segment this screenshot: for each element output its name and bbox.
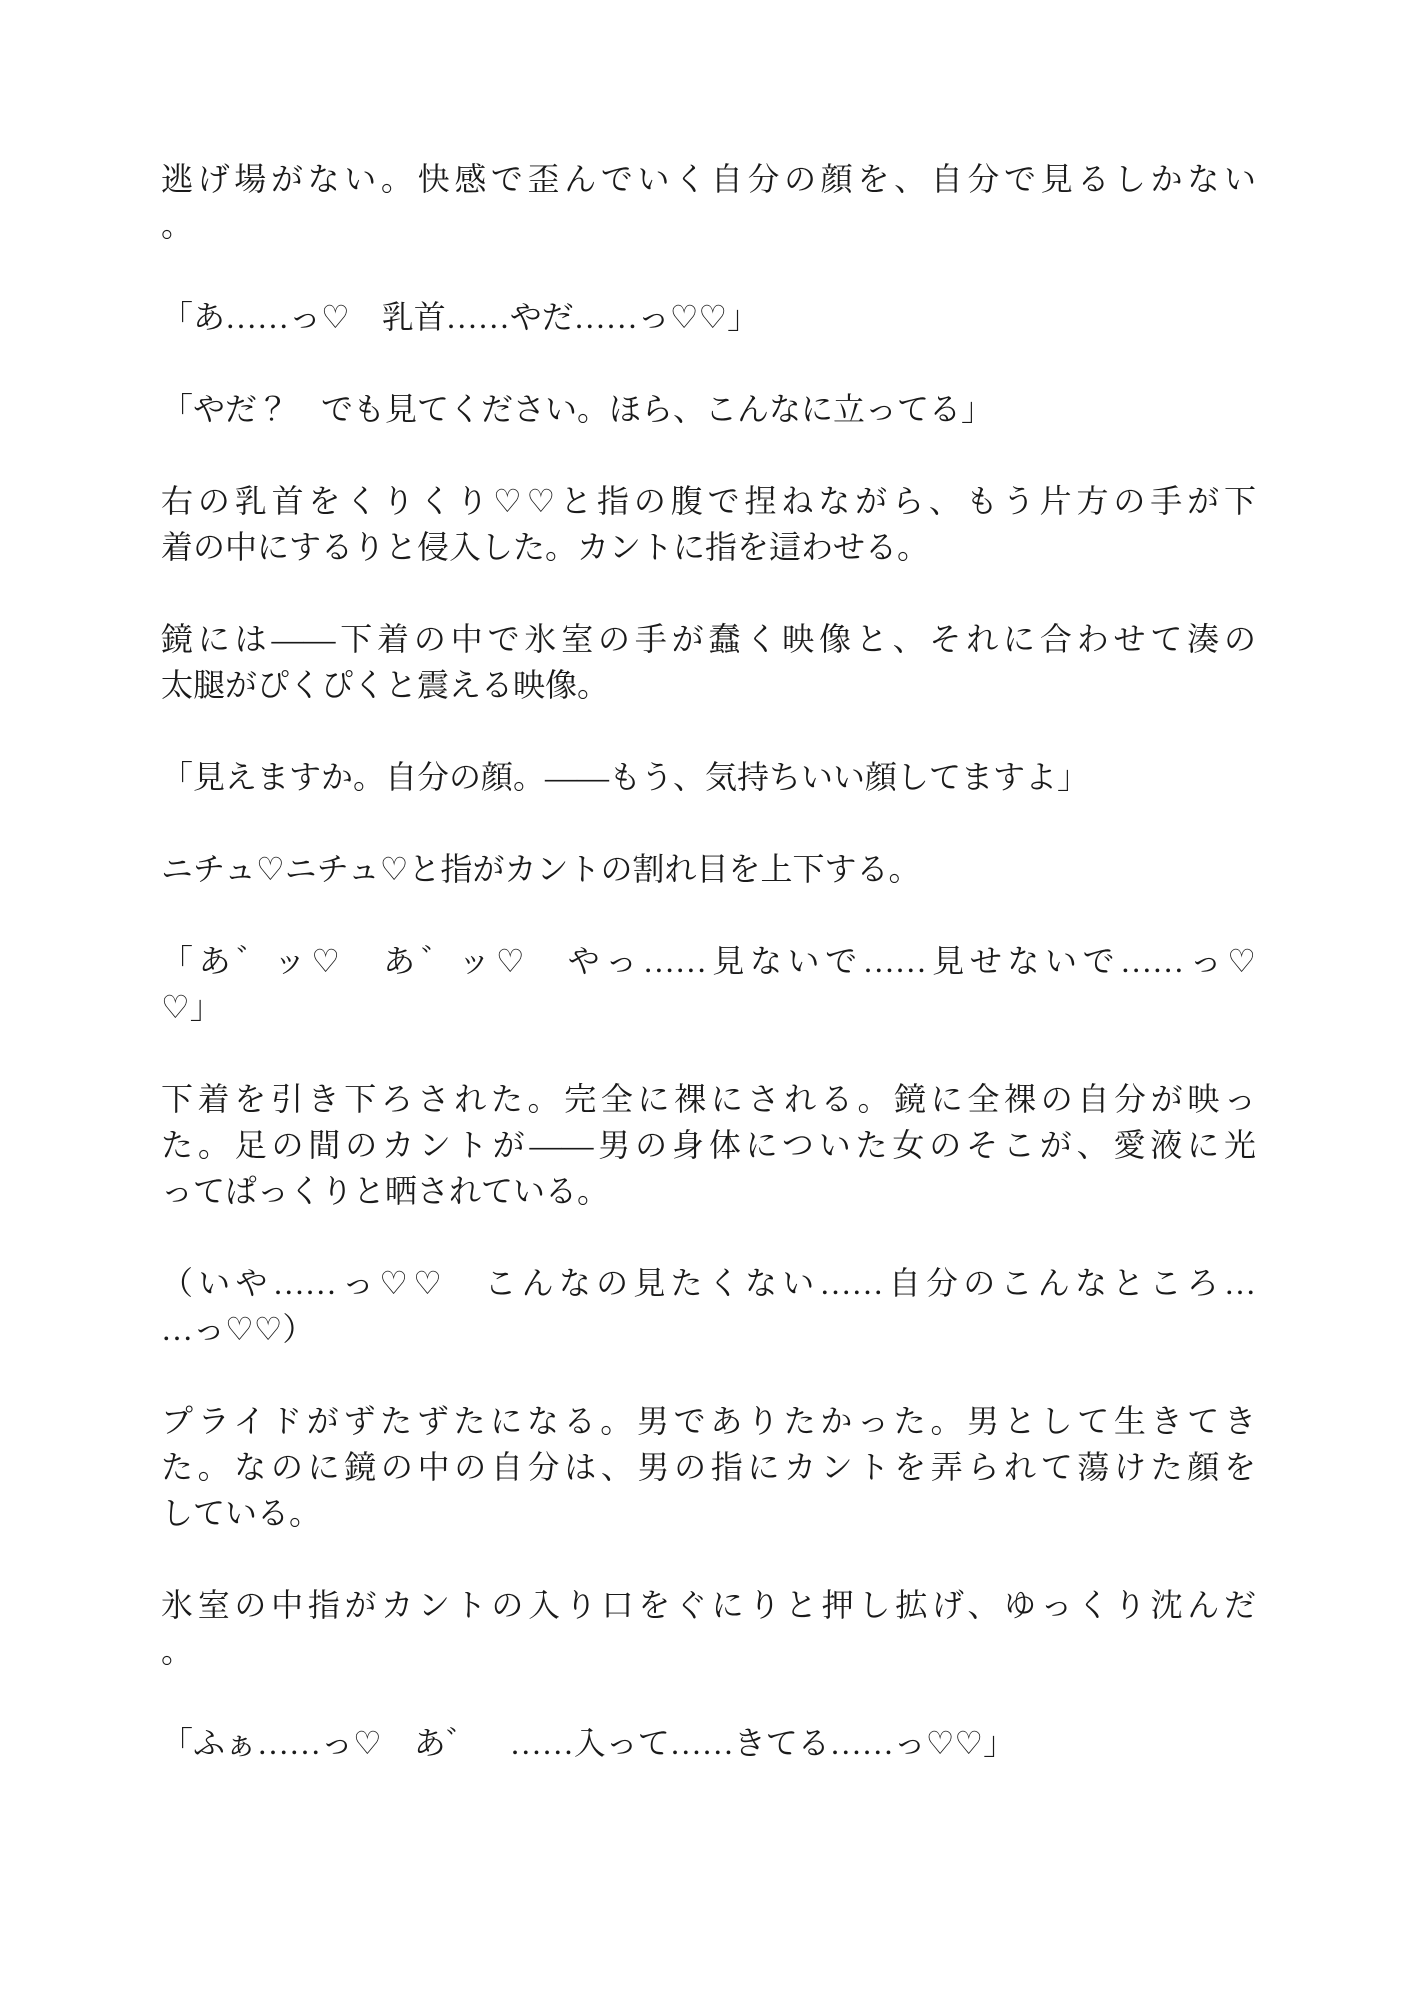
text-line: 「あ……っ♡ 乳首……やだ……っ♡♡」 [161,299,760,335]
paragraph [161,156,1256,248]
text-line: 氷室の中指がカントの入り口をぐにりと押し拡げ、ゆっくり沈んだ [161,1587,1256,1623]
paragraph [161,754,1256,800]
paragraph [161,294,1256,340]
paragraph [161,846,1256,892]
text-line: た。足の間のカントが――男の身体についた女のそこが、愛液に光 [161,1127,1256,1163]
paragraph [161,938,1256,1030]
text-line: 逃げ場がない。快感で歪んでいく自分の顔を、自分で見るしかない [161,161,1256,197]
paragraph [161,1398,1256,1536]
text-line: 右の乳首をくりくり♡♡と指の腹で捏ねながら、もう片方の手が下 [161,483,1256,519]
text-line: 「やだ？ でも見てください。ほら、こんなに立ってる」 [161,391,994,427]
text-line: プライドがずたずたになる。男でありたかった。男として生きてき [161,1403,1256,1439]
text-line: 。 [161,1633,194,1669]
text-line: （いや……っ♡♡ こんなの見たくない……自分のこんなところ… [161,1265,1256,1301]
text-line: ってぱっくりと晒されている。 [161,1173,610,1209]
text-line: ニチュ♡ニチュ♡と指がカントの割れ目を上下する。 [161,851,921,887]
text-line: 鏡には――下着の中で氷室の手が蠢く映像と、それに合わせて湊の [161,621,1256,657]
paragraph [161,1076,1256,1214]
text-line: …っ♡♡） [161,1311,315,1347]
text-line: た。なのに鏡の中の自分は、男の指にカントを弄られて蕩けた顔を [161,1449,1256,1485]
text-line: 下着を引き下ろされた。完全に裸にされる。鏡に全裸の自分が映っ [161,1081,1256,1117]
text-line: 「あ゛ッ♡ あ゛ッ♡ やっ……見ないで……見せないで……っ♡ [161,943,1256,979]
text-line: 「ふぁ……っ♡ あ゛ ……入って……きてる……っ♡♡」 [161,1725,1016,1761]
paragraph [161,616,1256,708]
text-line: している。 [161,1495,322,1531]
paragraph [161,386,1256,432]
paragraph [161,478,1256,570]
paragraph [161,1582,1256,1674]
text-line: ♡」 [161,989,222,1025]
paragraph [161,1260,1256,1352]
text-line: 。 [161,207,194,243]
text-line: 着の中にするりと侵入した。カントに指を這わせる。 [161,529,930,565]
paragraph [161,1720,1256,1766]
text-line: 太腿がぴくぴくと震える映像。 [161,667,610,703]
text-line: 「見えますか。自分の顔。――もう、気持ちいい顔してますよ」 [161,759,1090,795]
